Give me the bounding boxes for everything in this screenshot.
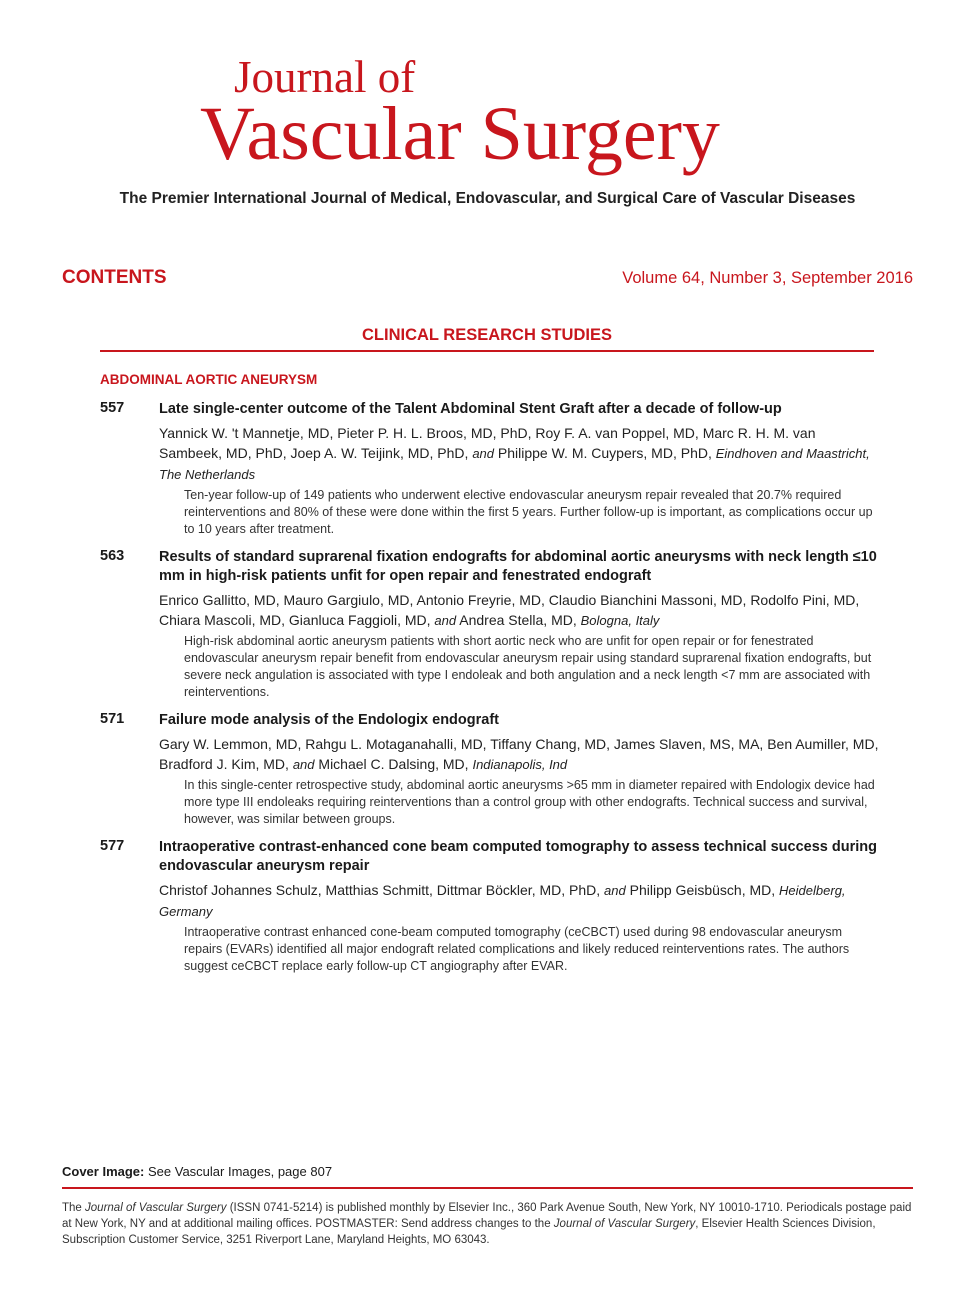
footer-divider [62, 1187, 913, 1189]
article-entry [100, 838, 880, 975]
article-abstract: In this single-center retrospective study, abdominal aortic aneurysms >65 mm in diameter repaired with Endologix device had more type III endoleaks requiring reinterventions than a control group with other endografts. Technical success and survival, however, was similar between groups. [184, 778, 875, 826]
masthead-line1: Journal of [234, 52, 416, 102]
article-entry [100, 400, 880, 538]
article-abstract: High-risk abdominal aortic aneurysm patients with short aortic neck who are unfit for open repair or for fenestrated endovascular aneurysm repair benefit from endovascular aneurysm repair using standard suprarenal fixation endografts, but severe neck angulation is associated with type I endoleak and both angulation and a neck length <7 mm are associated with reinterventions. [184, 634, 872, 699]
article-page-number: 563 [100, 548, 125, 564]
article-title[interactable]: Intraoperative contrast-enhanced cone beam computed tomography to assess technical success during endovascular aneurysm repair [159, 839, 877, 874]
article-page-number: 577 [100, 838, 125, 854]
article-authors: Enrico Gallitto, MD, Mauro Gargiulo, MD, Antonio Freyrie, MD, Claudio Bianchini Massoni, MD, Rodolfo Pini, MD, Chiara Mascoli, MD, Gianluca Faggioli, MD, and Andrea Stella, MD, Bologna, Italy [159, 592, 860, 628]
article-entry [100, 711, 880, 828]
masthead-line2: Vascular Surgery [200, 92, 720, 176]
article-title[interactable]: Failure mode analysis of the Endologix endograft [159, 712, 499, 728]
article-authors: Yannick W. 't Mannetje, MD, Pieter P. H. L. Broos, MD, PhD, Roy F. A. van Poppel, MD, Marc R. H. M. van Sambeek, MD, PhD, Joep A. W. Teijink, MD, PhD, and Philippe W. M. Cuypers, MD, PhD, Eindhoven and Maastricht, The Netherlands [159, 425, 870, 482]
article-abstract: Ten-year follow-up of 149 patients who underwent elective endovascular aneurysm repair revealed that 20.7% required reinterventions and 80% of these were done within the first 5 years. Further follow-up is important, as complications occur up to 10 years after treatment. [184, 488, 873, 536]
article-location: Eindhoven and Maastricht, The Netherlands [159, 446, 870, 482]
article-page-number: 557 [100, 400, 125, 416]
cover-image-note: Cover Image: See Vascular Images, page 807 [62, 1164, 333, 1179]
subsection-title: ABDOMINAL AORTIC ANEURYSM [100, 372, 318, 387]
article-page-number: 571 [100, 711, 125, 727]
contents-heading: CONTENTS [62, 267, 167, 288]
section-divider [100, 350, 874, 352]
article-location: Bologna, Italy [580, 613, 660, 628]
article-location: Heidelberg, Germany [159, 883, 846, 919]
article-abstract: Intraoperative contrast enhanced cone-beam computed tomography (ceCBCT) used during 98 endovascular aneurysm repairs (EVARs) identified all major endograft related complications and likely reduced reinterventions rates. The authors suggest ceCBCT replace early follow-up CT angiography after EVAR. [184, 925, 850, 973]
article-title[interactable]: Results of standard suprarenal fixation endografts for abdominal aortic aneurysms with neck length ≤10 mm in high-risk patients unfit for open repair and fenestrated endograft [159, 549, 877, 584]
section-title: CLINICAL RESEARCH STUDIES [362, 326, 612, 344]
article-authors: Gary W. Lemmon, MD, Rahgu L. Motaganahalli, MD, Tiffany Chang, MD, James Slaven, MS, MA, Ben Aumiller, MD, Bradford J. Kim, MD, and Michael C. Dalsing, MD, Indianapolis, Ind [159, 736, 879, 772]
issue-info: Volume 64, Number 3, September 2016 [622, 269, 913, 287]
article-entry [100, 548, 880, 701]
publisher-footer: The Journal of Vascular Surgery (ISSN 0741-5214) is published monthly by Elsevier Inc., 360 Park Avenue South, New York, NY 10010-1710. Periodicals postage paid at New York, NY and at additional mailing offices. POSTMASTER: Send address changes to the Journal of Vascular Surgery, Elsevier Health Sciences Division, Subscription Customer Service, 3251 Riverport Lane, Maryland Heights, MO 63043. [62, 1202, 912, 1246]
article-title[interactable]: Late single-center outcome of the Talent Abdominal Stent Graft after a decade of follow-up [159, 401, 782, 417]
journal-tagline: The Premier International Journal of Medical, Endovascular, and Surgical Care of Vascular Diseases [119, 190, 856, 207]
article-authors: Christof Johannes Schulz, Matthias Schmitt, Dittmar Böckler, MD, PhD, and Philipp Geisbüsch, MD, Heidelberg, Germany [159, 882, 846, 919]
article-list [100, 400, 880, 985]
article-location: Indianapolis, Ind [472, 757, 568, 772]
